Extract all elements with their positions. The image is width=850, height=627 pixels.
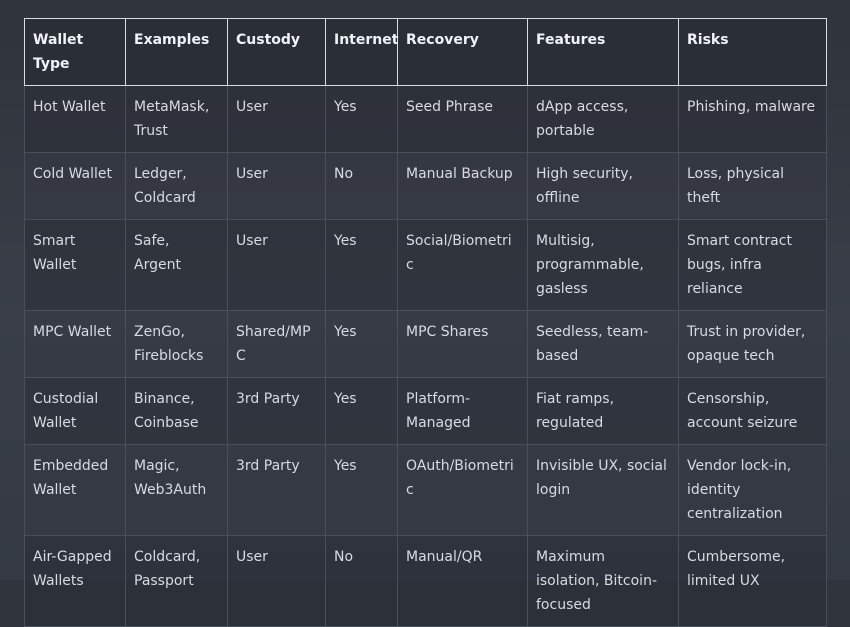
table-row	[25, 86, 827, 153]
cell-recovery: Manual Backup	[398, 153, 528, 220]
cell-recovery: Seed Phrase	[398, 86, 528, 153]
cell-features: High security, offline	[528, 153, 679, 220]
cell-internet: Yes	[326, 311, 398, 378]
cell-features: Seedless, team-based	[528, 311, 679, 378]
cell-internet: No	[326, 153, 398, 220]
cell-examples: Coldcard, Passport	[126, 536, 228, 627]
table-row	[25, 378, 827, 445]
cell-features: Fiat ramps, regulated	[528, 378, 679, 445]
cell-recovery: OAuth/Biometric	[398, 445, 528, 536]
table-row	[25, 445, 827, 536]
cell-features: dApp access, portable	[528, 86, 679, 153]
cell-examples: Magic, Web3Auth	[126, 445, 228, 536]
cell-custody: User	[228, 220, 326, 311]
cell-custody: User	[228, 153, 326, 220]
cell-examples: Safe, Argent	[126, 220, 228, 311]
header-custody: Custody	[228, 19, 326, 86]
cell-risks: Trust in provider, opaque tech	[679, 311, 827, 378]
cell-risks: Cumbersome, limited UX	[679, 536, 827, 627]
table-row	[25, 536, 827, 627]
cell-custody: 3rd Party	[228, 378, 326, 445]
table-row	[25, 153, 827, 220]
header-wallet-type: Wallet Type	[25, 19, 126, 86]
cell-internet: No	[326, 536, 398, 627]
cell-recovery: Platform-Managed	[398, 378, 528, 445]
cell-risks: Smart contract bugs, infra reliance	[679, 220, 827, 311]
cell-wallet-type: Cold Wallet	[25, 153, 126, 220]
table-body	[25, 86, 827, 627]
cell-custody: Shared/MPC	[228, 311, 326, 378]
table-header	[25, 19, 827, 86]
wallet-comparison-table	[24, 18, 827, 627]
cell-internet: Yes	[326, 86, 398, 153]
header-internet: Internet	[326, 19, 398, 86]
cell-wallet-type: Air-Gapped Wallets	[25, 536, 126, 627]
cell-wallet-type: Hot Wallet	[25, 86, 126, 153]
cell-examples: ZenGo, Fireblocks	[126, 311, 228, 378]
cell-features: Maximum isolation, Bitcoin-focused	[528, 536, 679, 627]
cell-internet: Yes	[326, 445, 398, 536]
cell-recovery: Manual/QR	[398, 536, 528, 627]
cell-wallet-type: Embedded Wallet	[25, 445, 126, 536]
header-features: Features	[528, 19, 679, 86]
cell-recovery: Social/Biometric	[398, 220, 528, 311]
cell-internet: Yes	[326, 378, 398, 445]
cell-features: Invisible UX, social login	[528, 445, 679, 536]
cell-internet: Yes	[326, 220, 398, 311]
header-recovery: Recovery	[398, 19, 528, 86]
wallet-comparison-table-container	[24, 18, 826, 627]
cell-features: Multisig, programmable, gasless	[528, 220, 679, 311]
cell-examples: Ledger, Coldcard	[126, 153, 228, 220]
table-row	[25, 220, 827, 311]
cell-custody: User	[228, 86, 326, 153]
cell-wallet-type: Smart Wallet	[25, 220, 126, 311]
cell-risks: Censorship, account seizure	[679, 378, 827, 445]
cell-wallet-type: Custodial Wallet	[25, 378, 126, 445]
cell-risks: Phishing, malware	[679, 86, 827, 153]
header-risks: Risks	[679, 19, 827, 86]
cell-recovery: MPC Shares	[398, 311, 528, 378]
header-examples: Examples	[126, 19, 228, 86]
cell-examples: Binance, Coinbase	[126, 378, 228, 445]
table-row	[25, 311, 827, 378]
cell-custody: User	[228, 536, 326, 627]
cell-risks: Vendor lock-in, identity centralization	[679, 445, 827, 536]
cell-risks: Loss, physical theft	[679, 153, 827, 220]
cell-examples: MetaMask, Trust	[126, 86, 228, 153]
cell-custody: 3rd Party	[228, 445, 326, 536]
cell-wallet-type: MPC Wallet	[25, 311, 126, 378]
header-row	[25, 19, 827, 86]
